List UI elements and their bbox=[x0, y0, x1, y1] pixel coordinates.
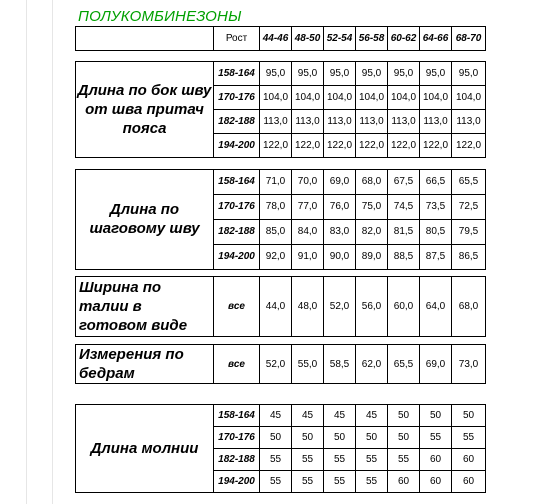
value-cell: 113,0 bbox=[260, 110, 292, 134]
value-cell: 73,0 bbox=[452, 345, 486, 384]
table-row bbox=[76, 169, 486, 194]
value-cell: 60,0 bbox=[388, 277, 420, 337]
value-cell: 122,0 bbox=[324, 134, 356, 158]
rost-cell: 194-200 bbox=[214, 244, 260, 269]
value-cell: 104,0 bbox=[420, 86, 452, 110]
value-cell: 95,0 bbox=[420, 62, 452, 86]
value-cell: 83,0 bbox=[324, 219, 356, 244]
value-cell: 76,0 bbox=[324, 194, 356, 219]
value-cell: 55 bbox=[356, 470, 388, 492]
rost-cell: 194-200 bbox=[214, 134, 260, 158]
value-cell: 60 bbox=[420, 470, 452, 492]
value-cell: 55,0 bbox=[292, 345, 324, 384]
value-cell: 113,0 bbox=[292, 110, 324, 134]
value-cell: 45 bbox=[324, 404, 356, 426]
value-cell: 56,0 bbox=[356, 277, 388, 337]
value-cell: 104,0 bbox=[452, 86, 486, 110]
size-header-row bbox=[76, 27, 486, 51]
value-cell: 95,0 bbox=[260, 62, 292, 86]
value-cell: 91,0 bbox=[292, 244, 324, 269]
value-cell: 95,0 bbox=[324, 62, 356, 86]
rost-cell: 194-200 bbox=[214, 470, 260, 492]
value-cell: 65,5 bbox=[452, 169, 486, 194]
value-cell: 73,5 bbox=[420, 194, 452, 219]
value-cell: 50 bbox=[260, 426, 292, 448]
value-cell: 50 bbox=[388, 404, 420, 426]
value-cell: 87,5 bbox=[420, 244, 452, 269]
rost-cell: 170-176 bbox=[214, 86, 260, 110]
value-cell: 80,5 bbox=[420, 219, 452, 244]
value-cell: 70,0 bbox=[292, 169, 324, 194]
value-cell: 55 bbox=[260, 448, 292, 470]
value-cell: 68,0 bbox=[356, 169, 388, 194]
value-cell: 75,0 bbox=[356, 194, 388, 219]
value-cell: 55 bbox=[452, 426, 486, 448]
header-empty-cell bbox=[76, 27, 214, 51]
value-cell: 113,0 bbox=[356, 110, 388, 134]
measurement-label: Измерения по бедрам bbox=[76, 345, 214, 384]
value-cell: 48,0 bbox=[292, 277, 324, 337]
rost-cell: 158-164 bbox=[214, 404, 260, 426]
value-cell: 55 bbox=[324, 448, 356, 470]
value-cell: 50 bbox=[420, 404, 452, 426]
value-cell: 60 bbox=[420, 448, 452, 470]
rost-cell: все bbox=[214, 277, 260, 337]
header-rost: Рост bbox=[214, 27, 260, 51]
value-cell: 60 bbox=[388, 470, 420, 492]
value-cell: 69,0 bbox=[324, 169, 356, 194]
value-cell: 55 bbox=[292, 470, 324, 492]
value-cell: 95,0 bbox=[388, 62, 420, 86]
value-cell: 55 bbox=[324, 470, 356, 492]
table-row bbox=[76, 277, 486, 337]
value-cell: 122,0 bbox=[356, 134, 388, 158]
value-cell: 95,0 bbox=[292, 62, 324, 86]
value-cell: 66,5 bbox=[420, 169, 452, 194]
rost-cell: все bbox=[214, 345, 260, 384]
header-size: 68-70 bbox=[452, 27, 486, 51]
value-cell: 104,0 bbox=[324, 86, 356, 110]
table-row bbox=[76, 404, 486, 426]
value-cell: 95,0 bbox=[452, 62, 486, 86]
value-cell: 85,0 bbox=[260, 219, 292, 244]
value-cell: 58,5 bbox=[324, 345, 356, 384]
value-cell: 50 bbox=[292, 426, 324, 448]
value-cell: 45 bbox=[260, 404, 292, 426]
rost-cell: 170-176 bbox=[214, 426, 260, 448]
value-cell: 113,0 bbox=[324, 110, 356, 134]
rost-cell: 182-188 bbox=[214, 110, 260, 134]
sheet-column-guide bbox=[26, 0, 27, 504]
value-cell: 50 bbox=[388, 426, 420, 448]
value-cell: 65,5 bbox=[388, 345, 420, 384]
size-table-zipper bbox=[75, 394, 486, 493]
rost-cell: 158-164 bbox=[214, 62, 260, 86]
value-cell: 122,0 bbox=[452, 134, 486, 158]
size-table-side-seam bbox=[75, 26, 486, 158]
header-size: 48-50 bbox=[292, 27, 324, 51]
value-cell: 64,0 bbox=[420, 277, 452, 337]
value-cell: 77,0 bbox=[292, 194, 324, 219]
value-cell: 55 bbox=[260, 470, 292, 492]
measurement-label: Длина по бок шву от шва притач пояса bbox=[76, 62, 214, 158]
value-cell: 122,0 bbox=[260, 134, 292, 158]
table-row bbox=[76, 345, 486, 384]
value-cell: 52,0 bbox=[260, 345, 292, 384]
value-cell: 52,0 bbox=[324, 277, 356, 337]
value-cell: 68,0 bbox=[452, 277, 486, 337]
rost-cell: 158-164 bbox=[214, 169, 260, 194]
value-cell: 89,0 bbox=[356, 244, 388, 269]
value-cell: 45 bbox=[292, 404, 324, 426]
header-size: 60-62 bbox=[388, 27, 420, 51]
value-cell: 50 bbox=[324, 426, 356, 448]
value-cell: 113,0 bbox=[452, 110, 486, 134]
rost-cell: 182-188 bbox=[214, 448, 260, 470]
value-cell: 74,5 bbox=[388, 194, 420, 219]
value-cell: 72,5 bbox=[452, 194, 486, 219]
value-cell: 45 bbox=[356, 404, 388, 426]
value-cell: 104,0 bbox=[356, 86, 388, 110]
value-cell: 55 bbox=[388, 448, 420, 470]
header-size: 56-58 bbox=[356, 27, 388, 51]
size-table-inseam bbox=[75, 160, 486, 270]
value-cell: 55 bbox=[292, 448, 324, 470]
value-cell: 104,0 bbox=[260, 86, 292, 110]
value-cell: 88,5 bbox=[388, 244, 420, 269]
value-cell: 55 bbox=[356, 448, 388, 470]
value-cell: 95,0 bbox=[356, 62, 388, 86]
value-cell: 67,5 bbox=[388, 169, 420, 194]
value-cell: 92,0 bbox=[260, 244, 292, 269]
value-cell: 122,0 bbox=[420, 134, 452, 158]
value-cell: 82,0 bbox=[356, 219, 388, 244]
measurement-label: Длина молнии bbox=[76, 404, 214, 492]
measurement-label: Длина по шаговому шву bbox=[76, 169, 214, 269]
value-cell: 60 bbox=[452, 470, 486, 492]
value-cell: 62,0 bbox=[356, 345, 388, 384]
table-row bbox=[76, 62, 486, 86]
value-cell: 44,0 bbox=[260, 277, 292, 337]
value-cell: 86,5 bbox=[452, 244, 486, 269]
value-cell: 104,0 bbox=[292, 86, 324, 110]
value-cell: 55 bbox=[420, 426, 452, 448]
value-cell: 69,0 bbox=[420, 345, 452, 384]
size-table-waist bbox=[75, 276, 486, 337]
rost-cell: 170-176 bbox=[214, 194, 260, 219]
value-cell: 50 bbox=[356, 426, 388, 448]
value-cell: 122,0 bbox=[292, 134, 324, 158]
value-cell: 113,0 bbox=[388, 110, 420, 134]
value-cell: 50 bbox=[452, 404, 486, 426]
header-size: 52-54 bbox=[324, 27, 356, 51]
value-cell: 122,0 bbox=[388, 134, 420, 158]
size-table-hips bbox=[75, 344, 486, 384]
value-cell: 79,5 bbox=[452, 219, 486, 244]
value-cell: 60 bbox=[452, 448, 486, 470]
value-cell: 104,0 bbox=[388, 86, 420, 110]
value-cell: 84,0 bbox=[292, 219, 324, 244]
sheet-column-guide bbox=[52, 0, 53, 504]
value-cell: 90,0 bbox=[324, 244, 356, 269]
measurement-label: Ширина по талии в готовом виде bbox=[76, 277, 214, 337]
value-cell: 81,5 bbox=[388, 219, 420, 244]
value-cell: 78,0 bbox=[260, 194, 292, 219]
rost-cell: 182-188 bbox=[214, 219, 260, 244]
header-size: 44-46 bbox=[260, 27, 292, 51]
header-size: 64-66 bbox=[420, 27, 452, 51]
value-cell: 113,0 bbox=[420, 110, 452, 134]
value-cell: 71,0 bbox=[260, 169, 292, 194]
page-title: ПОЛУКОМБИНЕЗОНЫ bbox=[78, 8, 242, 25]
